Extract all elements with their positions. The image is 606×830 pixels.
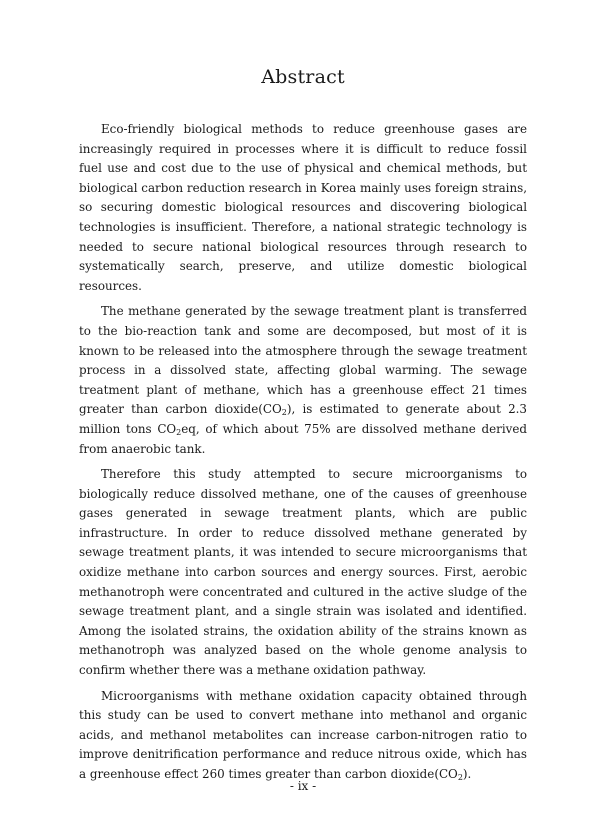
abstract-paragraph-1 [79, 120, 527, 296]
paragraph-1-text: Eco-friendly biological methods to reduce greenhouse gases are increasingly required in processes where it is difficult to reduce fossil fuel use and cost due to the use of physical and chemical methods, but biological carbon reduction research in Korea mainly uses foreign strains, so securing domestic biological resources and discovering biological technologies is insufficient. Therefore, a national strategic technology is needed to secure national biological resources through research to systematically search, preserve, and utilize domestic biological resources. [79, 122, 527, 293]
paragraph-2-text-c: eq, of which about 75% are dissolved methane derived from anaerobic tank. [79, 421, 527, 456]
paragraph-3-text: Therefore this study attempted to secure microorganisms to biologically reduce dissolved methane, one of the causes of greenhouse gases generated in sewage treatment plants, which are public infrastructure. In order to reduce dissolved methane generated by sewage treatment plants, it was intended to secure microorganisms that oxidize methane into carbon sources and energy sources. First, aerobic methanotroph were concentrated and cultured in the active sludge of the sewage treatment plant, and a single strain was isolated and identified. Among the isolated strains, the oxidation ability of the strains known as methanotroph was analyzed based on the whole genome analysis to confirm whether there was a methane oxidation pathway. [79, 467, 527, 678]
abstract-body [79, 120, 527, 791]
paragraph-4-text-b: ). [462, 767, 472, 781]
paragraph-4-text-a: Microorganisms with methane oxidation capacity obtained through this study can be used to convert methane into methanol and organic acids, and methanol metabolites can increase carbon-nitrogen ratio to improve denitrification performance and reduce nitrous oxide, which has a greenhouse effect 260 times greater than carbon dioxide(CO [79, 688, 527, 781]
abstract-title: Abstract [261, 66, 345, 88]
co2-subscript: 2 [281, 408, 287, 418]
paragraph-2-text-a: The methane generated by the sewage treatment plant is transferred to the bio-reaction tank and some are decomposed, but most of it is known to be released into the atmosphere through the sewage treatment process in a dissolved state, affecting global warming. The sewage treatment plant of methane, which has a greenhouse effect 21 times greater than carbon dioxide(CO [79, 304, 527, 417]
co2eq-subscript: 2 [176, 427, 182, 437]
paragraph-2-text-b: ), is estimated to generate about 2.3 million tons CO [79, 402, 527, 436]
abstract-paragraph-3 [79, 465, 527, 681]
page-number: - ix - [289, 779, 317, 793]
co2-subscript: 2 [457, 773, 463, 782]
abstract-paragraph-2 [79, 302, 527, 459]
abstract-paragraph-4 [79, 687, 527, 785]
